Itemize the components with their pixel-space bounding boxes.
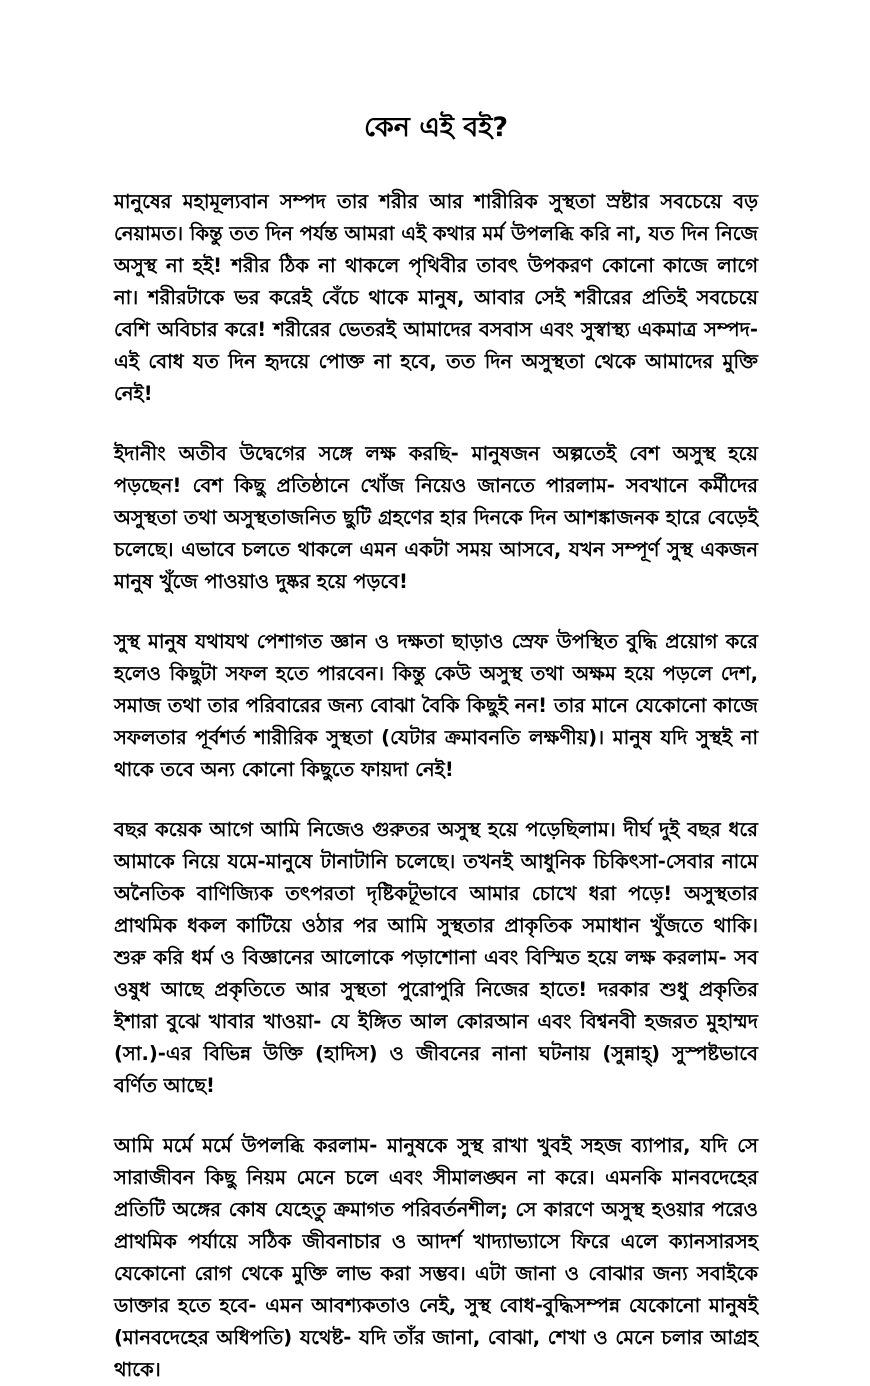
paragraph-3: সুস্থ মানুষ যথাযথ পেশাগত জ্ঞান ও দক্ষতা ছাড়াও স্রেফ উপস্থিত বুদ্ধি প্রয়োগ করে হলেও কিছুটা সফল হতে পারবেন। কিন্তু কেউ অসুস্থ তথা অক্ষম হয়ে পড়লে দেশ, সমাজ তথা তার পরিবারের জন্য বোঝা বৈকি কিছুই নন! তার মানে যেকোনো কাজে সফলতার পূর্বশর্ত শারীরিক সুস্থতা (যেটার ক্রমাবনতি লক্ষণীয়)। মানুষ যদি সুস্থই না থাকে তবে অন্য কোনো কিছুতে ফায়দা নেই! — [114, 630, 758, 781]
paragraph-5: আমি মর্মে মর্মে উপলব্ধি করলাম- মানুষকে সুস্থ রাখা খুবই সহজ ব্যাপার, যদি সে সারাজীবন কিছু নিয়ম মেনে চলে এবং সীমালঙ্ঘন না করে। এমনকি মানবদেহের প্রতিটি অঙ্গের কোষ যেহেতু ক্রমাগত পরিবর্তনশীল; সে কারণে অসুস্থ হওয়ার পরেও প্রাথমিক পর্যায়ে সঠিক জীবনাচার ও আদর্শ খাদ্যাভ্যাসে ফিরে এলে ক্যানসারসহ যেকোনো রোগ থেকে মুক্তি লাভ করা সম্ভব। এটা জানা ও বোঝার জন্য সবাইকে ডাক্তার হতে হবে- এমন আবশ্যকতাও নেই, সুস্থ বোধ-বুদ্ধিসম্পন্ন যেকোনো মানুষই (মানবদেহের অধিপতি) যথেষ্ট- যদি তাঁর জানা, বোঝা, শেখা ও মেনে চলার আগ্রহ থাকে। — [114, 1134, 758, 1381]
paragraph-1: মানুষের মহামূল্যবান সম্পদ তার শরীর আর শারীরিক সুস্থতা স্রষ্টার সবচেয়ে বড় নেয়ামত। কিন্তু তত দিন পর্যন্ত আমরা এই কথার মর্ম উপলব্ধি করি না, যত দিন নিজে অসুস্থ না হই! শরীর ঠিক না থাকলে পৃথিবীর তাবৎ উপকরণ কোনো কাজে লাগে না। শরীরটাকে ভর করেই বেঁচে থাকে মানুষ, আবার সেই শরীরের প্রতিই সবচেয়ে বেশি অবিচার করে! শরীরের ভেতরই আমাদের বসবাস এবং সুস্বাস্থ্য একমাত্র সম্পদ- এই বোধ যত দিন হৃদয়ে পোক্ত না হবে, তত দিন অসুস্থতা থেকে আমাদের মুক্তি নেই! — [114, 190, 758, 405]
page-title: কেন এই বই? — [363, 112, 509, 143]
paragraph-4: বছর কয়েক আগে আমি নিজেও গুরুতর অসুস্থ হয়ে পড়েছিলাম। দীর্ঘ দুই বছর ধরে আমাকে নিয়ে যমে-মানুষে টানাটানি চলেছে। তখনই আধুনিক চিকিৎসা-সেবার নামে অনৈতিক বাণিজ্যিক তৎপরতা দৃষ্টিকটূভাবে আমার চোখে ধরা পড়ে! অসুস্থতার প্রাথমিক ধকল কাটিয়ে ওঠার পর আমি সুস্থতার প্রাকৃতিক সমাধান খুঁজতে থাকি। শুরু করি ধর্ম ও বিজ্ঞানের আলোকে পড়াশোনা এবং বিস্মিত হয়ে লক্ষ করলাম- সব ওষুধ আছে প্রকৃতিতে আর সুস্থতা পুরোপুরি নিজের হাতে! দরকার শুধু প্রকৃতির ইশারা বুঝে খাবার খাওয়া- যে ইঙ্গিত আল কোরআন এবং বিশ্বনবী হজরত মুহাম্মদ (সা.)-এর বিভিন্ন উক্তি (হাদিস) ও জীবনের নানা ঘটনায় (সুন্নাহ্) সুস্পষ্টভাবে বর্ণিত আছে! — [114, 818, 758, 1097]
paragraph-2: ইদানীং অতীব উদ্বেগের সঙ্গে লক্ষ করছি- মানুষজন অল্পতেই বেশ অসুস্থ হয়ে পড়ছেন! বেশ কিছু প্রতিষ্ঠানে খোঁজ নিয়েও জানতে পারলাম- সবখানে কর্মীদের অসুস্থতা তথা অসুস্থতাজনিত ছুটি গ্রহণের হার দিনকে দিন আশঙ্কাজনক হারে বেড়েই চলেছে। এভাবে চলতে থাকলে এমন একটা সময় আসবে, যখন সম্পূর্ণ সুস্থ একজন মানুষ খুঁজে পাওয়াও দুষ্কর হয়ে পড়বে! — [114, 442, 758, 593]
